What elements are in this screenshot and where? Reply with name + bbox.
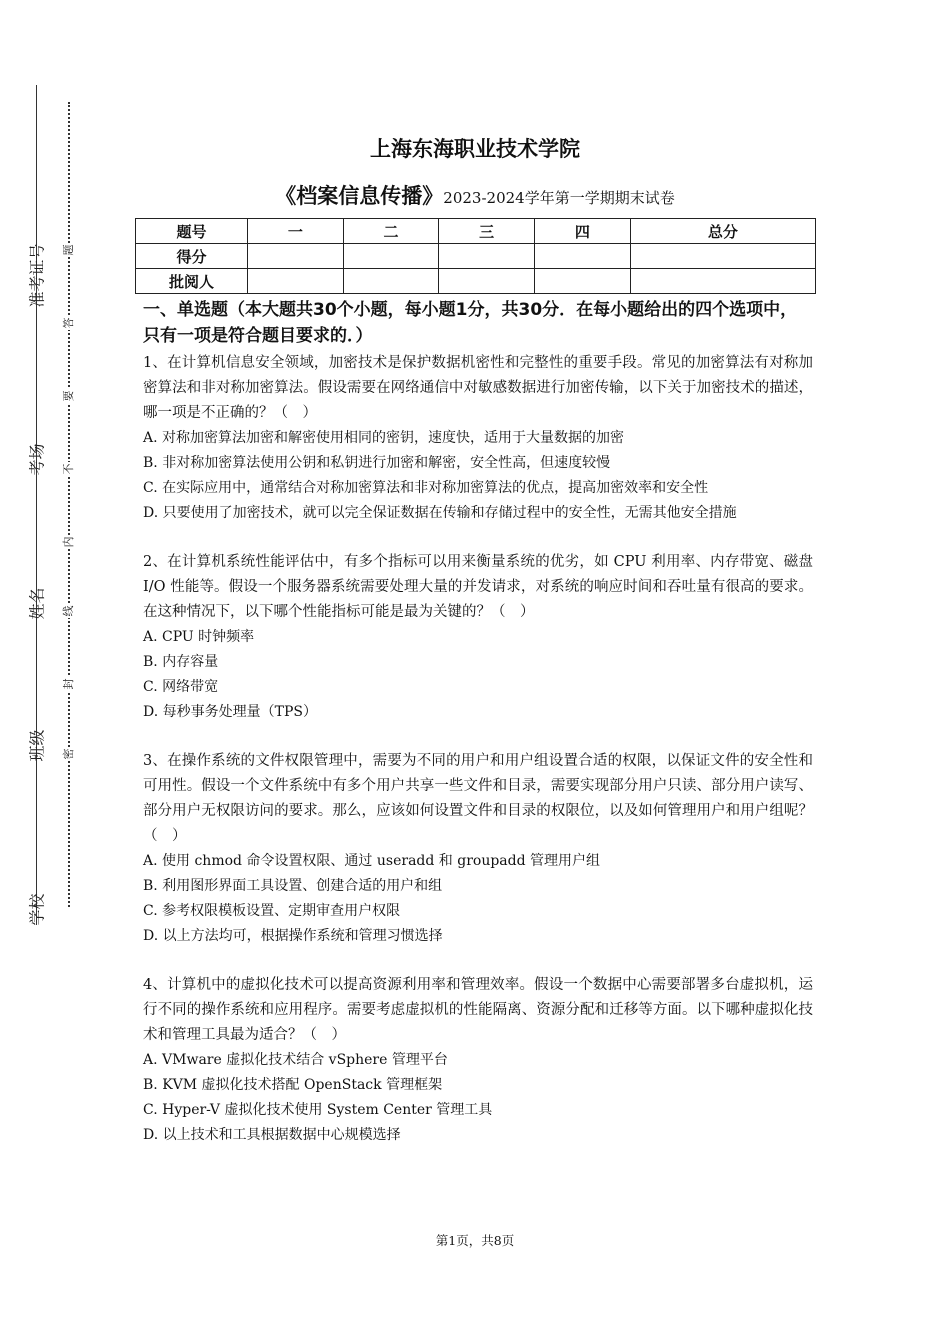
score-table-header: 一 [248, 219, 344, 244]
question-4 [143, 973, 813, 1148]
grader-row [136, 269, 816, 294]
option-d: D. 以上方法均可，根据操作系统和管理习惯选择 [143, 928, 443, 944]
option-a: A. CPU 时钟频率 [143, 629, 255, 645]
score-cell [535, 244, 631, 269]
option-b: B. 非对称加密算法使用公钥和私钥进行加密和解密，安全性高，但速度较慢 [143, 455, 611, 471]
question-stem: 1、在计算机信息安全领域，加密技术是保护数据机密性和完整性的重要手段。常见的加密算法有对称加密算法和非对称加密算法。假设需要在网络通信中对敏感数据进行加密传输，以下关于加密技术的描述，哪一项是不正确的？（ ） [143, 355, 813, 421]
name-label: 姓名 [27, 587, 47, 620]
class-label: 班级 [27, 729, 47, 762]
option-c: C. 网络带宽 [143, 679, 219, 695]
course-title: 《档案信息传播》 [275, 184, 444, 208]
grader-cell [439, 269, 535, 294]
seal-char: 题 [62, 244, 75, 256]
term-text: 2023-2024学年第一学期期末试卷 [443, 189, 675, 207]
option-b: B. KVM 虚拟化技术搭配 OpenStack 管理框架 [143, 1077, 443, 1093]
school-label: 学校 [27, 893, 47, 926]
score-cell [248, 244, 344, 269]
school-title: 上海东海职业技术学院 [370, 137, 580, 161]
option-a: A. VMware 虚拟化技术结合 vSphere 管理平台 [143, 1052, 448, 1068]
option-c: C. 参考权限模板设置、定期审查用户权限 [143, 903, 401, 919]
score-row [136, 244, 816, 269]
score-row-label: 得分 [136, 244, 248, 269]
score-cell [439, 244, 535, 269]
question-1 [143, 351, 813, 526]
score-table-header: 三 [439, 219, 535, 244]
seal-char: 要 [62, 390, 75, 402]
question-2 [143, 550, 813, 725]
grader-cell [630, 269, 815, 294]
question-stem: 3、在操作系统的文件权限管理中，需要为不同的用户和用户组设置合适的权限，以保证文件的安全性和可用性。假设一个文件系统中有多个用户共享一些文件和目录，需要实现部分用户只读、部分用户读写、部分用户无权限访问的要求。那么，应该如何设置文件和目录的权限位，以及如何管理用户和用户组呢？（ ） [143, 753, 813, 844]
score-table-header: 四 [535, 219, 631, 244]
grader-cell [343, 269, 439, 294]
seal-char: 内 [62, 536, 75, 548]
option-a: A. 对称加密算法加密和解密使用相同的密钥，速度快，适用于大量数据的加密 [143, 430, 625, 446]
seal-dotted-line [68, 102, 70, 907]
option-b: B. 内存容量 [143, 654, 219, 670]
score-table-header: 题号 [136, 219, 248, 244]
seal-char: 不 [62, 463, 75, 475]
question-stem: 4、计算机中的虚拟化技术可以提高资源利用率和管理效率。假设一个数据中心需要部署多台虚拟机，运行不同的操作系统和应用程序。需要考虑虚拟机的性能隔离、资源分配和迁移等方面。以下哪种虚拟化技术和管理工具最为适合？（ ） [143, 977, 813, 1043]
exam-id-label: 准考证号 [27, 243, 47, 308]
seal-char: 封 [62, 678, 75, 690]
score-table [135, 218, 816, 294]
score-cell [343, 244, 439, 269]
score-table-header-row [136, 219, 816, 244]
question-3 [143, 749, 813, 949]
option-d: D. 每秒事务处理量（TPS） [143, 704, 317, 720]
fill-in-line [36, 85, 37, 925]
option-b: B. 利用图形界面工具设置、创建合适的用户和组 [143, 878, 443, 894]
score-table-header: 总分 [630, 219, 815, 244]
grader-cell [248, 269, 344, 294]
page-footer: 第1页，共8页 [435, 1233, 515, 1248]
seal-char: 答 [62, 317, 75, 329]
option-c: C. Hyper-V 虚拟化技术使用 System Center 管理工具 [143, 1102, 493, 1118]
question-stem: 2、在计算机系统性能评估中，有多个指标可以用来衡量系统的优劣，如 CPU 利用率、内存带宽、磁盘 I/O 性能等。假设一个服务器系统需要处理大量的并发请求，对系统的响应时间和吞吐量有很高的要求。在这种情况下，以下哪个性能指标可能是最为关键的？（ ） [143, 554, 813, 620]
seal-char: 密 [62, 748, 75, 760]
exam-room-label: 考场 [27, 443, 47, 476]
section-heading: 一、单选题（本大题共30个小题，每小题1分，共30分．在每小题给出的四个选项中，只有一项是符合题目要求的．） [143, 300, 798, 346]
option-d: D. 只要使用了加密技术，就可以完全保证数据在传输和存储过程中的安全性，无需其他安全措施 [143, 505, 737, 521]
grader-cell [535, 269, 631, 294]
seal-char: 线 [62, 605, 75, 617]
option-d: D. 以上技术和工具根据数据中心规模选择 [143, 1127, 401, 1143]
grader-row-label: 批阅人 [136, 269, 248, 294]
exam-subtitle [0, 180, 950, 210]
exam-content [143, 297, 813, 1172]
option-c: C. 在实际应用中，通常结合对称加密算法和非对称加密算法的优点，提高加密效率和安全性 [143, 480, 709, 496]
score-cell [630, 244, 815, 269]
score-table-header: 二 [343, 219, 439, 244]
option-a: A. 使用 chmod 命令设置权限、通过 useradd 和 groupadd 管理用户组 [143, 853, 601, 869]
